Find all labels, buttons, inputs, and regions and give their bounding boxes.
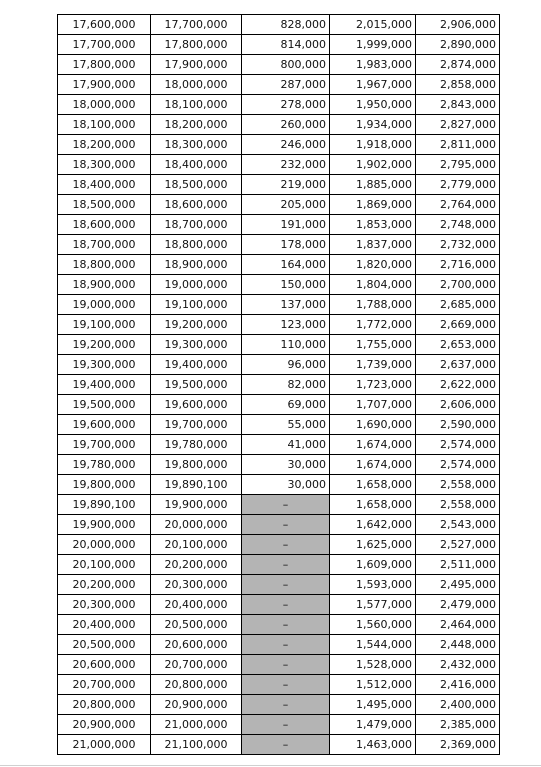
amount-a-cell: 800,000 — [242, 55, 330, 75]
table-row — [58, 615, 500, 635]
income-from-cell: 20,600,000 — [58, 655, 151, 675]
income-from-cell: 17,900,000 — [58, 75, 151, 95]
amount-c-cell: 2,890,000 — [416, 35, 500, 55]
table-row — [58, 715, 500, 735]
income-from-cell: 18,400,000 — [58, 175, 151, 195]
amount-c-cell: 2,416,000 — [416, 675, 500, 695]
amount-c-cell: 2,858,000 — [416, 75, 500, 95]
amount-c-cell: 2,716,000 — [416, 255, 500, 275]
amount-c-cell: 2,795,000 — [416, 155, 500, 175]
income-to-cell: 19,500,000 — [151, 375, 242, 395]
amount-c-cell: 2,779,000 — [416, 175, 500, 195]
amount-b-cell: 1,983,000 — [330, 55, 416, 75]
amount-b-cell: 1,674,000 — [330, 435, 416, 455]
amount-c-cell: 2,606,000 — [416, 395, 500, 415]
table-row — [58, 175, 500, 195]
amount-b-cell: 1,869,000 — [330, 195, 416, 215]
amount-a-cell: 191,000 — [242, 215, 330, 235]
income-from-cell: 19,890,100 — [58, 495, 151, 515]
table-row — [58, 555, 500, 575]
amount-c-cell: 2,369,000 — [416, 735, 500, 755]
amount-c-cell: 2,637,000 — [416, 355, 500, 375]
table-row — [58, 335, 500, 355]
table-row — [58, 375, 500, 395]
table-row — [58, 735, 500, 755]
table-body — [58, 15, 500, 755]
table-row — [58, 575, 500, 595]
amount-c-cell: 2,448,000 — [416, 635, 500, 655]
amount-b-cell: 1,495,000 — [330, 695, 416, 715]
table-row — [58, 395, 500, 415]
income-from-cell: 20,800,000 — [58, 695, 151, 715]
income-to-cell: 19,400,000 — [151, 355, 242, 375]
amount-c-cell: 2,558,000 — [416, 495, 500, 515]
table-row — [58, 255, 500, 275]
table-row — [58, 355, 500, 375]
amount-b-cell: 1,999,000 — [330, 35, 416, 55]
table-row — [58, 675, 500, 695]
income-to-cell: 19,780,000 — [151, 435, 242, 455]
amount-c-cell: 2,385,000 — [416, 715, 500, 735]
amount-c-cell: 2,558,000 — [416, 475, 500, 495]
amount-c-cell: 2,827,000 — [416, 115, 500, 135]
amount-a-cell: 123,000 — [242, 315, 330, 335]
income-from-cell: 20,900,000 — [58, 715, 151, 735]
amount-b-cell: 1,755,000 — [330, 335, 416, 355]
amount-a-cell: – — [242, 635, 330, 655]
amount-a-cell: 178,000 — [242, 235, 330, 255]
amount-a-cell: 278,000 — [242, 95, 330, 115]
table-row — [58, 215, 500, 235]
income-from-cell: 20,200,000 — [58, 575, 151, 595]
page-bottom-divider — [0, 765, 541, 766]
income-from-cell: 20,100,000 — [58, 555, 151, 575]
amount-b-cell: 2,015,000 — [330, 15, 416, 35]
income-from-cell: 19,400,000 — [58, 375, 151, 395]
amount-b-cell: 1,723,000 — [330, 375, 416, 395]
amount-a-cell: – — [242, 655, 330, 675]
table-row — [58, 115, 500, 135]
table-row — [58, 195, 500, 215]
table-container — [57, 14, 500, 755]
amount-b-cell: 1,820,000 — [330, 255, 416, 275]
amount-a-cell: 69,000 — [242, 395, 330, 415]
amount-a-cell: – — [242, 595, 330, 615]
amount-c-cell: 2,495,000 — [416, 575, 500, 595]
amount-a-cell: 814,000 — [242, 35, 330, 55]
income-to-cell: 18,900,000 — [151, 255, 242, 275]
amount-b-cell: 1,739,000 — [330, 355, 416, 375]
income-bracket-table — [57, 14, 500, 755]
amount-b-cell: 1,658,000 — [330, 475, 416, 495]
income-to-cell: 19,100,000 — [151, 295, 242, 315]
income-to-cell: 19,900,000 — [151, 495, 242, 515]
income-from-cell: 20,700,000 — [58, 675, 151, 695]
income-to-cell: 19,600,000 — [151, 395, 242, 415]
income-to-cell: 21,100,000 — [151, 735, 242, 755]
income-to-cell: 20,000,000 — [151, 515, 242, 535]
amount-b-cell: 1,577,000 — [330, 595, 416, 615]
amount-c-cell: 2,685,000 — [416, 295, 500, 315]
income-to-cell: 17,900,000 — [151, 55, 242, 75]
amount-b-cell: 1,837,000 — [330, 235, 416, 255]
income-from-cell: 20,000,000 — [58, 535, 151, 555]
amount-b-cell: 1,788,000 — [330, 295, 416, 315]
amount-a-cell: – — [242, 695, 330, 715]
amount-c-cell: 2,432,000 — [416, 655, 500, 675]
amount-a-cell: 150,000 — [242, 275, 330, 295]
amount-b-cell: 1,463,000 — [330, 735, 416, 755]
amount-c-cell: 2,464,000 — [416, 615, 500, 635]
income-to-cell: 20,200,000 — [151, 555, 242, 575]
income-to-cell: 18,800,000 — [151, 235, 242, 255]
amount-a-cell: – — [242, 495, 330, 515]
amount-c-cell: 2,748,000 — [416, 215, 500, 235]
income-from-cell: 19,200,000 — [58, 335, 151, 355]
amount-a-cell: 232,000 — [242, 155, 330, 175]
amount-b-cell: 1,560,000 — [330, 615, 416, 635]
amount-c-cell: 2,574,000 — [416, 455, 500, 475]
income-from-cell: 18,200,000 — [58, 135, 151, 155]
income-from-cell: 19,500,000 — [58, 395, 151, 415]
income-from-cell: 18,500,000 — [58, 195, 151, 215]
table-row — [58, 415, 500, 435]
amount-b-cell: 1,934,000 — [330, 115, 416, 135]
table-row — [58, 275, 500, 295]
amount-a-cell: 82,000 — [242, 375, 330, 395]
amount-a-cell: 164,000 — [242, 255, 330, 275]
amount-c-cell: 2,669,000 — [416, 315, 500, 335]
amount-a-cell: 110,000 — [242, 335, 330, 355]
amount-b-cell: 1,707,000 — [330, 395, 416, 415]
table-row — [58, 235, 500, 255]
income-to-cell: 19,890,100 — [151, 475, 242, 495]
amount-c-cell: 2,527,000 — [416, 535, 500, 555]
amount-b-cell: 1,642,000 — [330, 515, 416, 535]
income-to-cell: 18,600,000 — [151, 195, 242, 215]
amount-b-cell: 1,479,000 — [330, 715, 416, 735]
income-to-cell: 20,800,000 — [151, 675, 242, 695]
table-row — [58, 55, 500, 75]
amount-a-cell: – — [242, 535, 330, 555]
table-row — [58, 75, 500, 95]
amount-a-cell: – — [242, 555, 330, 575]
income-to-cell: 18,200,000 — [151, 115, 242, 135]
income-to-cell: 18,400,000 — [151, 155, 242, 175]
amount-b-cell: 1,512,000 — [330, 675, 416, 695]
amount-a-cell: – — [242, 575, 330, 595]
table-row — [58, 295, 500, 315]
income-to-cell: 18,100,000 — [151, 95, 242, 115]
income-to-cell: 20,300,000 — [151, 575, 242, 595]
amount-b-cell: 1,885,000 — [330, 175, 416, 195]
amount-a-cell: 260,000 — [242, 115, 330, 135]
income-to-cell: 20,900,000 — [151, 695, 242, 715]
table-row — [58, 695, 500, 715]
income-from-cell: 20,400,000 — [58, 615, 151, 635]
table-row — [58, 315, 500, 335]
amount-b-cell: 1,609,000 — [330, 555, 416, 575]
income-from-cell: 19,900,000 — [58, 515, 151, 535]
table-row — [58, 155, 500, 175]
amount-c-cell: 2,653,000 — [416, 335, 500, 355]
table-row — [58, 595, 500, 615]
income-from-cell: 19,780,000 — [58, 455, 151, 475]
amount-b-cell: 1,658,000 — [330, 495, 416, 515]
table-row — [58, 435, 500, 455]
amount-a-cell: 41,000 — [242, 435, 330, 455]
amount-c-cell: 2,400,000 — [416, 695, 500, 715]
amount-c-cell: 2,764,000 — [416, 195, 500, 215]
income-from-cell: 19,000,000 — [58, 295, 151, 315]
income-to-cell: 20,500,000 — [151, 615, 242, 635]
amount-c-cell: 2,590,000 — [416, 415, 500, 435]
amount-c-cell: 2,874,000 — [416, 55, 500, 75]
amount-a-cell: 55,000 — [242, 415, 330, 435]
income-from-cell: 17,600,000 — [58, 15, 151, 35]
amount-b-cell: 1,950,000 — [330, 95, 416, 115]
amount-c-cell: 2,574,000 — [416, 435, 500, 455]
amount-b-cell: 1,918,000 — [330, 135, 416, 155]
income-to-cell: 17,700,000 — [151, 15, 242, 35]
income-from-cell: 19,100,000 — [58, 315, 151, 335]
table-row — [58, 135, 500, 155]
income-to-cell: 19,700,000 — [151, 415, 242, 435]
income-from-cell: 19,300,000 — [58, 355, 151, 375]
table-row — [58, 495, 500, 515]
income-from-cell: 19,700,000 — [58, 435, 151, 455]
amount-b-cell: 1,690,000 — [330, 415, 416, 435]
income-from-cell: 18,600,000 — [58, 215, 151, 235]
income-from-cell: 18,100,000 — [58, 115, 151, 135]
amount-b-cell: 1,967,000 — [330, 75, 416, 95]
amount-c-cell: 2,511,000 — [416, 555, 500, 575]
income-from-cell: 19,600,000 — [58, 415, 151, 435]
amount-b-cell: 1,674,000 — [330, 455, 416, 475]
table-row — [58, 535, 500, 555]
amount-c-cell: 2,479,000 — [416, 595, 500, 615]
table-row — [58, 95, 500, 115]
amount-a-cell: 246,000 — [242, 135, 330, 155]
amount-b-cell: 1,544,000 — [330, 635, 416, 655]
income-from-cell: 19,800,000 — [58, 475, 151, 495]
amount-c-cell: 2,843,000 — [416, 95, 500, 115]
amount-c-cell: 2,700,000 — [416, 275, 500, 295]
income-from-cell: 18,800,000 — [58, 255, 151, 275]
table-row — [58, 515, 500, 535]
amount-b-cell: 1,625,000 — [330, 535, 416, 555]
amount-a-cell: 96,000 — [242, 355, 330, 375]
table-row — [58, 655, 500, 675]
income-from-cell: 20,500,000 — [58, 635, 151, 655]
amount-a-cell: – — [242, 715, 330, 735]
amount-a-cell: 287,000 — [242, 75, 330, 95]
amount-a-cell: 30,000 — [242, 455, 330, 475]
income-from-cell: 18,700,000 — [58, 235, 151, 255]
amount-b-cell: 1,593,000 — [330, 575, 416, 595]
income-from-cell: 17,800,000 — [58, 55, 151, 75]
income-to-cell: 18,300,000 — [151, 135, 242, 155]
amount-c-cell: 2,622,000 — [416, 375, 500, 395]
amount-b-cell: 1,804,000 — [330, 275, 416, 295]
income-to-cell: 18,000,000 — [151, 75, 242, 95]
income-to-cell: 21,000,000 — [151, 715, 242, 735]
income-to-cell: 18,500,000 — [151, 175, 242, 195]
income-to-cell: 18,700,000 — [151, 215, 242, 235]
amount-a-cell: – — [242, 675, 330, 695]
amount-b-cell: 1,902,000 — [330, 155, 416, 175]
income-from-cell: 18,000,000 — [58, 95, 151, 115]
amount-b-cell: 1,772,000 — [330, 315, 416, 335]
table-row — [58, 635, 500, 655]
income-to-cell: 19,300,000 — [151, 335, 242, 355]
income-to-cell: 17,800,000 — [151, 35, 242, 55]
amount-a-cell: 828,000 — [242, 15, 330, 35]
income-to-cell: 20,700,000 — [151, 655, 242, 675]
income-from-cell: 18,900,000 — [58, 275, 151, 295]
table-row — [58, 35, 500, 55]
income-to-cell: 19,800,000 — [151, 455, 242, 475]
table-row — [58, 15, 500, 35]
amount-c-cell: 2,732,000 — [416, 235, 500, 255]
amount-a-cell: 205,000 — [242, 195, 330, 215]
amount-b-cell: 1,853,000 — [330, 215, 416, 235]
income-from-cell: 20,300,000 — [58, 595, 151, 615]
amount-a-cell: – — [242, 515, 330, 535]
amount-c-cell: 2,811,000 — [416, 135, 500, 155]
income-to-cell: 19,000,000 — [151, 275, 242, 295]
income-from-cell: 17,700,000 — [58, 35, 151, 55]
income-from-cell: 21,000,000 — [58, 735, 151, 755]
amount-b-cell: 1,528,000 — [330, 655, 416, 675]
income-from-cell: 18,300,000 — [58, 155, 151, 175]
amount-c-cell: 2,543,000 — [416, 515, 500, 535]
amount-a-cell: 30,000 — [242, 475, 330, 495]
income-to-cell: 20,600,000 — [151, 635, 242, 655]
income-to-cell: 20,100,000 — [151, 535, 242, 555]
amount-a-cell: – — [242, 735, 330, 755]
amount-a-cell: – — [242, 615, 330, 635]
amount-a-cell: 137,000 — [242, 295, 330, 315]
amount-c-cell: 2,906,000 — [416, 15, 500, 35]
income-to-cell: 20,400,000 — [151, 595, 242, 615]
amount-a-cell: 219,000 — [242, 175, 330, 195]
income-to-cell: 19,200,000 — [151, 315, 242, 335]
table-row — [58, 475, 500, 495]
table-row — [58, 455, 500, 475]
